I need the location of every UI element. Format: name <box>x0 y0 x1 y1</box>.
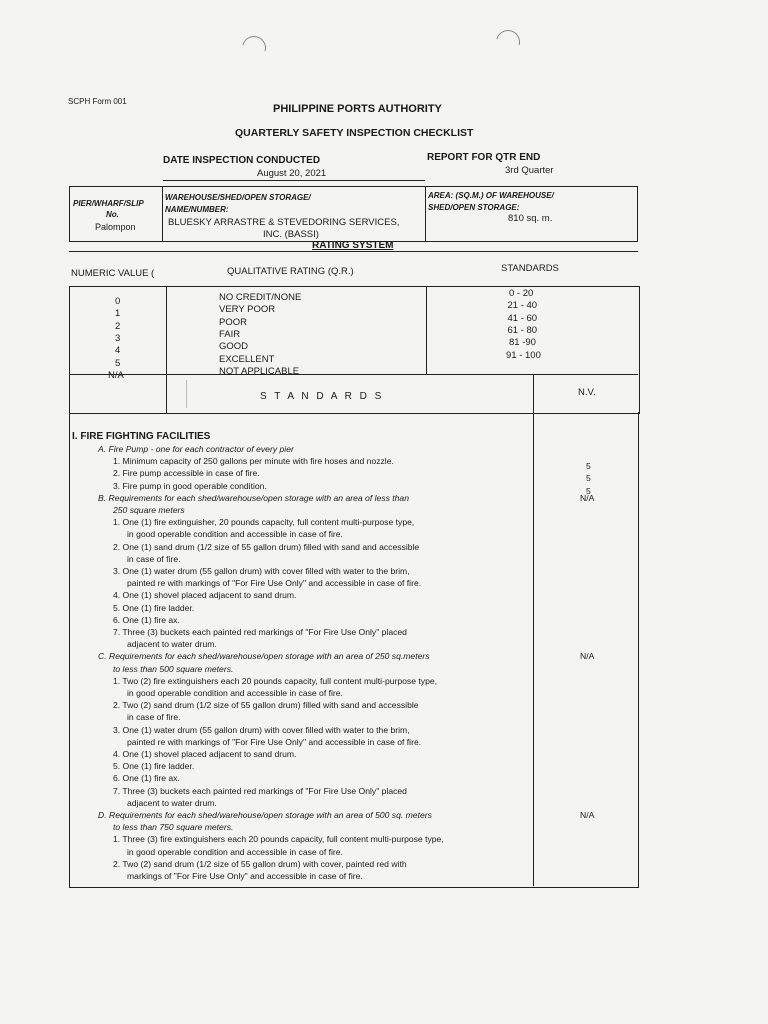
rating-qr: GOOD <box>219 341 249 353</box>
checklist-line: 5. One (1) fire ladder. <box>113 602 195 613</box>
checklist-line: 6. One (1) fire ax. <box>113 773 180 784</box>
rating-qr: NO CREDIT/NONE <box>219 292 302 303</box>
rating-nv: 2 <box>115 320 121 332</box>
checklist-nv: N/A <box>580 651 595 662</box>
checklist-line: 3. One (1) water drum (55 gallon drum) with cover filled with water to the brim, <box>113 724 410 735</box>
date-label: DATE INSPECTION CONDUCTED <box>163 155 321 166</box>
checklist-line: adjacent to water drum. <box>127 639 217 650</box>
checklist-line: adjacent to water drum. <box>127 797 217 808</box>
rating-standard: 41 - 60 <box>507 312 538 324</box>
checklist-line: 6. One (1) fire ax. <box>113 614 180 625</box>
checklist-line: D. Requirements for each shed/warehouse/open storage with an area of 500 sq. meters <box>98 810 432 820</box>
checklist-line: in good operable condition and accessible in case of fire. <box>127 846 343 857</box>
rating-nv: 1 <box>115 308 121 320</box>
checklist-line: 4. One (1) shovel placed adjacent to sand drum. <box>113 590 297 601</box>
rating-nv: 4 <box>115 345 121 357</box>
rating-nv: 3 <box>115 332 121 344</box>
checklist-line: 250 square meters <box>113 505 185 515</box>
rating-qr: EXCELLENT <box>219 353 275 365</box>
pier-label-line2: No. <box>106 210 119 219</box>
pier-value: Palompon <box>95 222 136 232</box>
checklist-line: markings of "For Fire Use Only" and accessible in case of fire. <box>127 871 363 881</box>
area-label-line2: SHED/OPEN STORAGE: <box>428 203 520 212</box>
punch-hole-mark <box>238 32 271 65</box>
rating-qr: POOR <box>219 316 247 328</box>
form-number: SCPH Form 001 <box>68 97 127 106</box>
checklist-line: 1. Minimum capacity of 250 gallons per minute with fire hoses and nozzle. <box>113 456 394 467</box>
checklist-line: in good operable condition and accessible in case of fire. <box>127 688 343 698</box>
checklist-line: 3. Fire pump in good operable condition. <box>113 480 267 491</box>
checklist-line: 2. Two (2) sand drum (1/2 size of 55 gallon drum) with cover, painted red with <box>113 858 407 869</box>
checklist-line: 4. One (1) shovel placed adjacent to sand drum. <box>113 749 297 759</box>
warehouse-label-line1: WAREHOUSE/SHED/OPEN STORAGE/ <box>165 193 311 202</box>
rating-nv: 5 <box>115 357 121 369</box>
checklist-line: 2. Fire pump accessible in case of fire. <box>113 468 260 479</box>
rating-nv: 0 <box>115 296 121 307</box>
numeric-value-label: NUMERIC VALUE ( <box>71 268 155 279</box>
report-label: REPORT FOR QTR END <box>427 152 541 163</box>
checklist-line: C. Requirements for each shed/warehouse/open storage with an area of 250 sq.meters <box>98 651 430 662</box>
checklist-nv: N/A <box>580 810 595 820</box>
checklist-line: 7. Three (3) buckets each painted red markings of "For Fire Use Only" placed <box>113 627 407 637</box>
area-label-line1: AREA: (SQ.M.) OF WAREHOUSE/ <box>428 191 554 200</box>
checklist-line: 1. Two (2) fire extinguishers each 20 pounds capacity, full content multi-purpose type, <box>113 675 438 686</box>
rating-system-label: RATING SYSTEM <box>312 240 394 251</box>
agency-title: PHILIPPINE PORTS AUTHORITY <box>273 103 442 115</box>
warehouse-value-line1: BLUESKY ARRASTRE & STEVEDORING SERVICES, <box>168 217 400 228</box>
standards-label: STANDARDS <box>501 263 559 274</box>
checklist-nv: 5 <box>586 485 591 496</box>
checklist-line: to less than 750 square meters. <box>113 822 234 833</box>
table-header-nv: N.V. <box>578 387 596 398</box>
checklist-line: 7. Three (3) buckets each painted red markings of "For Fire Use Only" placed <box>113 785 407 796</box>
rating-qr: VERY POOR <box>219 304 276 316</box>
report-value: 3rd Quarter <box>505 165 554 176</box>
rating-standard: 61 - 80 <box>507 324 538 336</box>
checklist-line: 1. Three (3) fire extinguishers each 20 pounds capacity, full content multi-purpose type, <box>113 834 444 845</box>
checklist-line: 2. One (1) sand drum (1/2 size of 55 gallon drum) filled with sand and accessible <box>113 541 420 552</box>
warehouse-label-line2: NAME/NUMBER: <box>165 205 229 214</box>
table-header-standards: S T A N D A R D S <box>260 391 384 402</box>
punch-hole-mark <box>492 26 525 59</box>
qualitative-label: QUALITATIVE RATING (Q.R.) <box>227 266 354 277</box>
checklist-nv: 5 <box>586 461 591 472</box>
checklist-line: in case of fire. <box>127 553 181 564</box>
rating-qr: FAIR <box>219 328 241 340</box>
checklist-line: 2. Two (2) sand drum (1/2 size of 55 gallon drum) filled with sand and accessible <box>113 700 419 711</box>
warehouse-value-line2: INC. (BASSI) <box>263 229 319 240</box>
date-value: August 20, 2021 <box>257 168 327 179</box>
checklist-line: to less than 500 square meters. <box>113 663 234 674</box>
rating-standard: 0 - 20 <box>509 288 534 299</box>
checklist-line: painted re with markings of "For Fire Use Only" and accessible in case of fire. <box>127 736 422 747</box>
area-value: 810 sq. m. <box>508 213 553 224</box>
section-title: I. FIRE FIGHTING FACILITIES <box>72 431 211 442</box>
rating-standard: 21 - 40 <box>507 300 538 312</box>
pier-label-line1: PIER/WHARF/SLIP <box>73 199 144 208</box>
checklist-line: 1. One (1) fire extinguisher, 20 pounds capacity, full content multi-purpose type, <box>113 517 415 528</box>
checklist-line: painted re with markings of "For Fire Use Only" and accessible in case of fire. <box>127 578 422 589</box>
checklist-line: in good operable condition and accessible in case of fire. <box>127 529 343 540</box>
checklist-line: A. Fire Pump - one for each contractor of every pier <box>98 444 294 454</box>
form-title: QUARTERLY SAFETY INSPECTION CHECKLIST <box>235 127 474 139</box>
checklist-nv: N/A <box>580 492 595 503</box>
checklist-line: 3. One (1) water drum (55 gallon drum) with cover filled with water to the brim, <box>113 566 410 576</box>
checklist-line: in case of fire. <box>127 712 181 723</box>
rating-standard: 81 -90 <box>509 337 536 349</box>
checklist-line: 5. One (1) fire ladder. <box>113 761 195 772</box>
rating-nv: N/A <box>108 369 124 381</box>
rating-qr: NOT APPLICABLE <box>219 365 300 377</box>
checklist-nv: 5 <box>586 473 591 484</box>
rating-standard: 91 - 100 <box>506 349 541 361</box>
checklist-line: B. Requirements for each shed/warehouse/open storage with an area of less than <box>98 492 409 503</box>
